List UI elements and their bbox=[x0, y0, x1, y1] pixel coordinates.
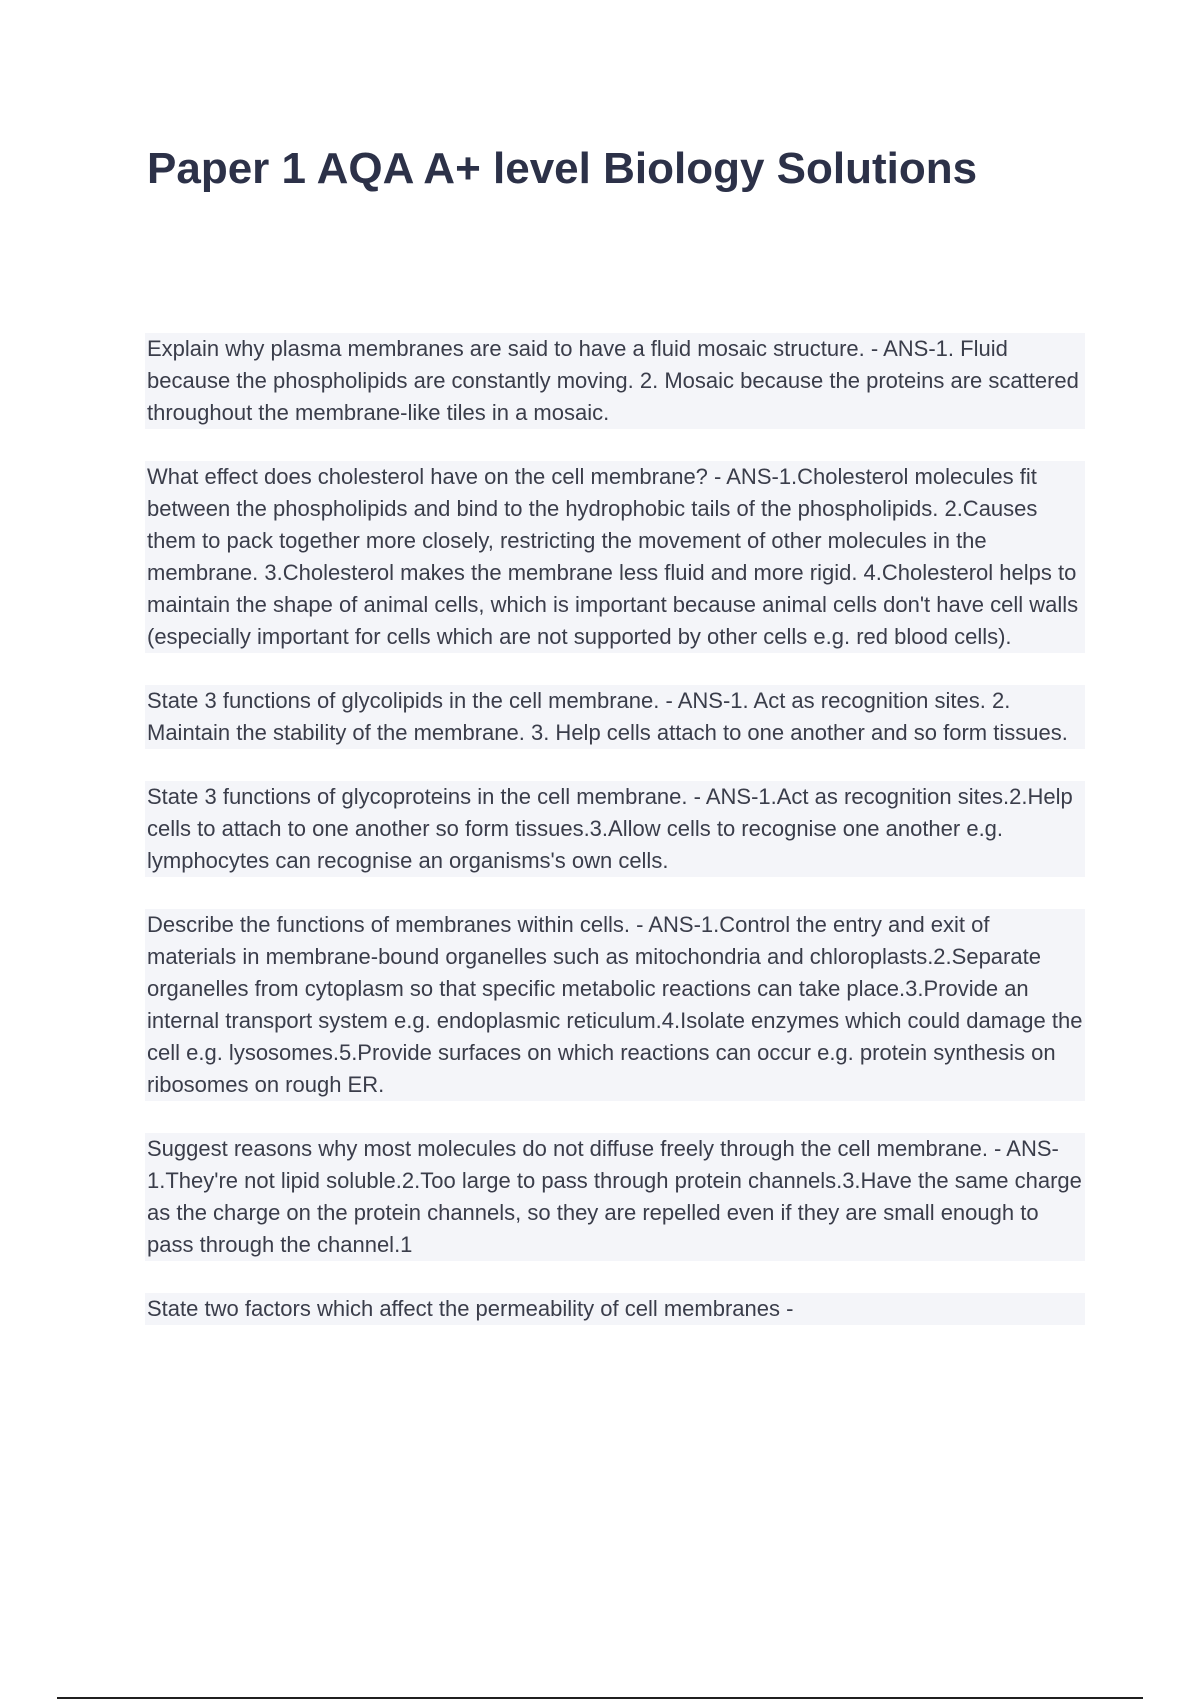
qa-entry-glycolipids: State 3 functions of glycolipids in the cell membrane. - ANS-1. Act as recognition sites. 2. Maintain the stability of the membrane. 3. Help cells attach to one another and so form tissues. bbox=[145, 685, 1085, 749]
qa-entry-cholesterol: What effect does cholesterol have on the cell membrane? - ANS-1.Cholesterol molecules fit between the phospholipids and bind to the hydrophobic tails of the phospholipids. 2.Causes them to pack together more closely, restricting the movement of other molecules in the membrane. 3.Cholesterol makes the membrane less fluid and more rigid. 4.Cholesterol helps to maintain the shape of animal cells, which is important because animal cells don't have cell walls (especially important for cells which are not supported by other cells e.g. red blood cells). bbox=[145, 461, 1085, 653]
qa-entry-glycoproteins: State 3 functions of glycoproteins in the cell membrane. - ANS-1.Act as recognition sites.2.Help cells to attach to one another so form tissues.3.Allow cells to recognise one another e.g. lymphocytes can recognise an organisms's own cells. bbox=[145, 781, 1085, 877]
page-title: Paper 1 AQA A+ level Biology Solutions bbox=[147, 144, 978, 193]
qa-list bbox=[145, 333, 1085, 1357]
qa-entry-fluid-mosaic: Explain why plasma membranes are said to have a fluid mosaic structure. - ANS-1. Fluid because the phospholipids are constantly moving. 2. Mosaic because the proteins are scattered throughout the membrane-like tiles in a mosaic. bbox=[145, 333, 1085, 429]
qa-entry-diffusion: Suggest reasons why most molecules do not diffuse freely through the cell membrane. - ANS-1.They're not lipid soluble.2.Too large to pass through protein channels.3.Have the same charge as the charge on the protein channels, so they are repelled even if they are small enough to pass through the channel.1 bbox=[145, 1133, 1085, 1261]
page-bottom-divider bbox=[57, 1697, 1143, 1699]
qa-entry-permeability: State two factors which affect the permeability of cell membranes - bbox=[145, 1293, 1085, 1325]
qa-entry-membrane-functions: Describe the functions of membranes within cells. - ANS-1.Control the entry and exit of materials in membrane-bound organelles such as mitochondria and chloroplasts.2.Separate organelles from cytoplasm so that specific metabolic reactions can take place.3.Provide an internal transport system e.g. endoplasmic reticulum.4.Isolate enzymes which could damage the cell e.g. lysosomes.5.Provide surfaces on which reactions can occur e.g. protein synthesis on ribosomes on rough ER. bbox=[145, 909, 1085, 1101]
